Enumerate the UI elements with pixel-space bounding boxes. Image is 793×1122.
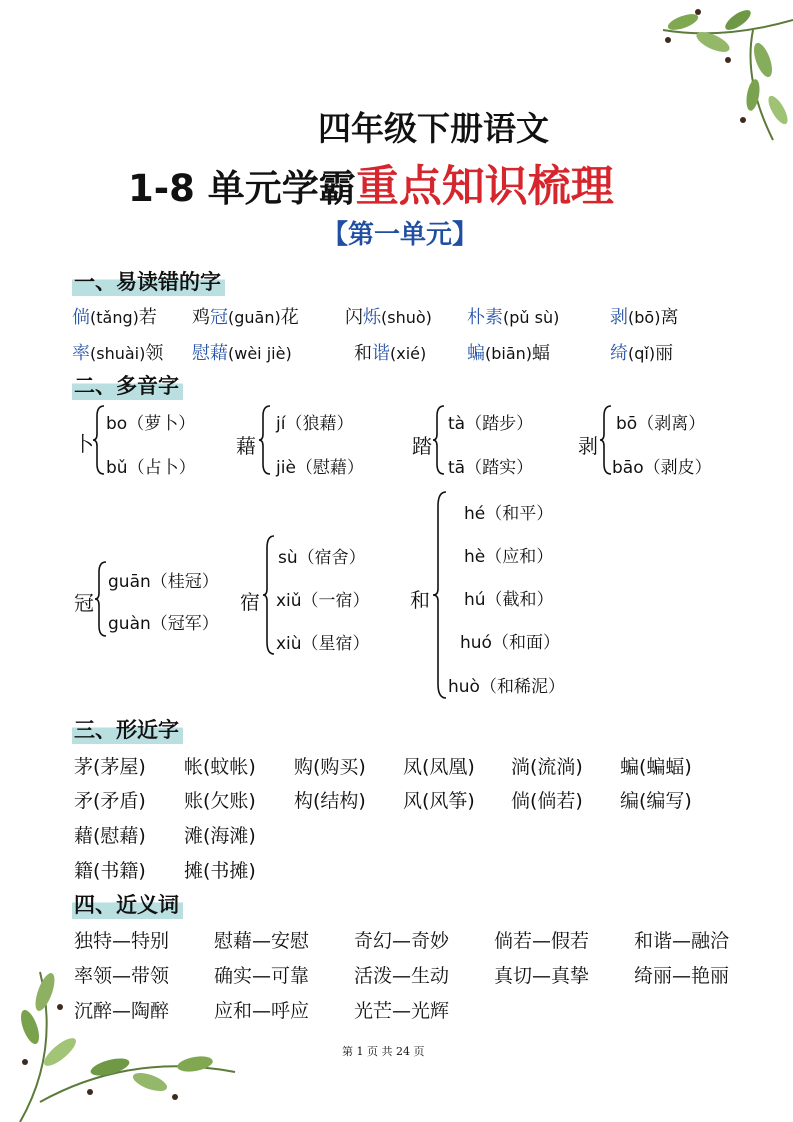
list-item: 风(风筝) — [403, 790, 475, 812]
polyphone-reading: tā（踏实） — [448, 458, 534, 478]
unit-heading: 【第一单元】 — [322, 220, 479, 250]
list-item: 蝙(蝙蝠) — [620, 756, 692, 778]
list-item: 绮(qǐ)丽 — [610, 343, 674, 364]
list-item: 和谐(xié) — [354, 343, 427, 364]
list-item: 茅(茅屋) — [74, 756, 146, 778]
subtitle-highlight: 重点知识梳理 — [355, 162, 614, 212]
polyphone-reading: sù（宿舍） — [278, 548, 366, 568]
list-item: 应和—呼应 — [214, 1000, 310, 1022]
polyphone-reading: hè（应和） — [464, 547, 554, 567]
leaf-decoration-icon — [603, 0, 793, 150]
brace-icon — [258, 404, 272, 476]
list-item: 奇幻—奇妙 — [354, 930, 450, 952]
list-item: 闪烁(shuò) — [345, 307, 432, 328]
polyphone-reading: bō（剥离） — [616, 414, 706, 434]
list-item: 购(购买) — [294, 756, 366, 778]
list-item: 光芒—光辉 — [354, 1000, 450, 1022]
list-item: 矛(矛盾) — [74, 790, 146, 812]
list-item: 活泼—生动 — [354, 965, 450, 987]
polyphone-reading: tà（踏步） — [448, 414, 534, 434]
list-item: 编(编写) — [620, 790, 692, 812]
polyphone-reading: hú（截和） — [464, 590, 554, 610]
section-heading-polyphones: 二、多音字 — [72, 370, 183, 400]
list-item: 慰藉(wèi jiè) — [192, 343, 292, 364]
list-item: 确实—可靠 — [214, 965, 310, 987]
list-item: 率领—带领 — [74, 965, 170, 987]
polyphone-reading: bǔ（占卜） — [106, 458, 196, 478]
list-item: 倘(tǎng)若 — [72, 307, 157, 328]
polyphone-char: 冠 — [74, 591, 94, 615]
list-item: 摊(书摊) — [184, 860, 256, 882]
list-item: 真切—真挚 — [494, 965, 590, 987]
brace-icon — [94, 560, 108, 638]
polyphone-reading: jí（狼藉） — [276, 414, 354, 434]
list-item: 籍(书籍) — [74, 860, 146, 882]
list-item: 藉(慰藉) — [74, 825, 146, 847]
list-item: 帐(蚊帐) — [184, 756, 256, 778]
polyphone-char: 和 — [410, 588, 430, 612]
brace-icon — [432, 490, 448, 700]
list-item: 沉醉—陶醉 — [74, 1000, 170, 1022]
polyphone-reading: bāo（剥皮） — [612, 458, 712, 478]
list-item: 倘(倘若) — [511, 790, 583, 812]
list-item: 滩(海滩) — [184, 825, 256, 847]
brace-icon — [92, 404, 106, 476]
polyphone-reading: guàn（冠军） — [108, 614, 219, 634]
section-heading-misread: 一、易读错的字 — [72, 266, 225, 296]
polyphone-reading: xiù（星宿） — [276, 634, 370, 654]
section-heading-similar: 三、形近字 — [72, 714, 183, 744]
page-subtitle — [128, 153, 614, 214]
brace-icon — [262, 534, 276, 656]
polyphone-char: 卜 — [74, 432, 94, 456]
list-item: 绮丽—艳丽 — [634, 965, 730, 987]
list-item: 慰藉—安慰 — [214, 930, 310, 952]
list-item: 账(欠账) — [184, 790, 256, 812]
polyphone-reading: jiè（慰藉） — [276, 458, 364, 478]
list-item: 倘若—假若 — [494, 930, 590, 952]
page-title: 四年级下册语文 — [318, 109, 549, 148]
list-item: 率(shuài)领 — [72, 343, 164, 364]
polyphone-char: 藉 — [236, 434, 256, 458]
list-item: 淌(流淌) — [511, 756, 583, 778]
brace-icon — [432, 404, 446, 476]
list-item: 构(结构) — [294, 790, 366, 812]
polyphone-char: 踏 — [412, 434, 432, 458]
list-item: 凤(凤凰) — [403, 756, 475, 778]
page-number: 第 1 页 共 24 页 — [342, 1045, 425, 1058]
list-item: 朴素(pǔ sù) — [467, 307, 560, 328]
subtitle-plain: 1-8 单元学霸 — [128, 167, 356, 210]
section-heading-synonyms: 四、近义词 — [72, 889, 183, 919]
polyphone-reading: huò（和稀泥） — [448, 677, 565, 697]
polyphone-reading: huó（和面） — [460, 633, 560, 653]
polyphone-reading: bo（萝卜） — [106, 414, 196, 434]
list-item: 蝙(biān)蝠 — [467, 343, 551, 364]
polyphone-reading: xiǔ（一宿） — [276, 591, 370, 611]
polyphone-reading: guān（桂冠） — [108, 572, 219, 592]
polyphone-char: 剥 — [578, 434, 598, 458]
misread-list — [0, 303, 793, 373]
polyphone-char: 宿 — [240, 590, 260, 614]
brace-icon — [599, 404, 613, 476]
list-item: 独特—特别 — [74, 930, 170, 952]
list-item: 和谐—融洽 — [634, 930, 730, 952]
polyphone-reading: hé（和平） — [464, 504, 554, 524]
list-item: 剥(bō)离 — [610, 307, 679, 328]
list-item: 鸡冠(guān)花 — [192, 307, 299, 328]
